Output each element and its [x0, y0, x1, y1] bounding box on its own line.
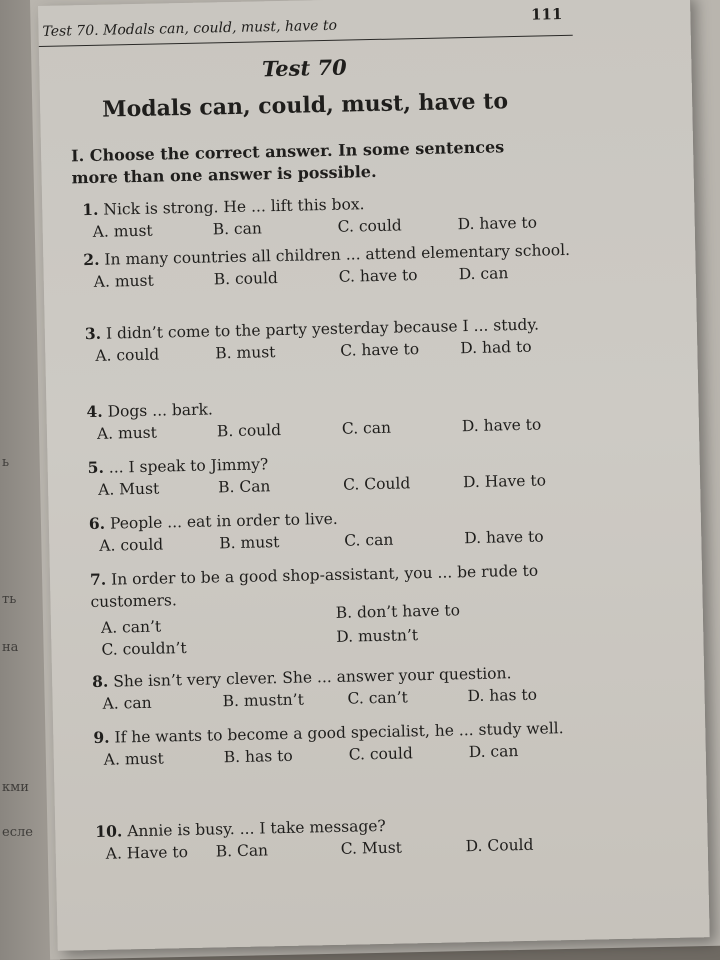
- option: A. could: [99, 535, 164, 555]
- option: A. can: [102, 693, 152, 713]
- question-number: 9.: [93, 727, 110, 747]
- question-item: [89, 503, 580, 557]
- option: B. must: [219, 533, 280, 553]
- question-item: [92, 661, 583, 715]
- option: B. Can: [217, 477, 271, 497]
- option: D. have to: [464, 527, 544, 548]
- option: D. have to: [457, 213, 538, 234]
- option: B. don’t have to: [335, 601, 461, 622]
- instruction: I. Choose the correct answer. In some sentences more than one answer is possible.: [70, 137, 505, 188]
- question-text: Nick is strong. He ... lift this box.: [103, 195, 365, 219]
- option: B. could: [213, 269, 279, 289]
- side-fragment: кми: [2, 780, 29, 795]
- option: D. Have to: [462, 471, 547, 492]
- question-number: 1.: [82, 199, 99, 220]
- side-fragment: ь: [2, 455, 10, 470]
- option: D. mustn’t: [336, 626, 419, 646]
- option: D. have to: [461, 415, 542, 436]
- option: C. could: [348, 744, 413, 764]
- option: D. can: [458, 264, 509, 284]
- option: C. have to: [338, 266, 418, 286]
- option: A. must: [92, 221, 153, 241]
- option: A. can’t: [100, 617, 162, 637]
- option: B. has to: [223, 746, 293, 767]
- option: C. Must: [340, 838, 403, 858]
- option: D. Could: [465, 835, 534, 856]
- question-text: I didn’t come to the party yesterday because I ... study.: [105, 315, 540, 343]
- side-fragment: ть: [2, 592, 17, 607]
- option: A. could: [95, 345, 160, 365]
- question-text: In order to be a good shop-assistant, you ... be rude to customers.: [90, 561, 539, 612]
- question-item: [87, 447, 578, 501]
- running-header: [38, 5, 572, 47]
- question-number: 2.: [83, 249, 100, 270]
- option: D. can: [468, 742, 519, 762]
- question-item: [86, 391, 577, 445]
- question-text: ... I speak to Jimmy?: [108, 455, 269, 477]
- option: B. could: [216, 421, 282, 441]
- question-text: Annie is busy. ... I take message?: [127, 816, 386, 841]
- option: D. has to: [467, 685, 538, 706]
- question-number: 4.: [86, 401, 103, 422]
- option: C. Could: [342, 474, 411, 494]
- option: B. must: [215, 343, 276, 363]
- question-item: [90, 559, 582, 657]
- question-text: Dogs ... bark.: [107, 400, 213, 421]
- question-text: If he wants to become a good specialist, he ... study well.: [114, 719, 564, 747]
- option: C. could: [337, 216, 402, 236]
- page-number: 111: [530, 5, 563, 24]
- option: B. Can: [215, 841, 269, 861]
- question-number: 5.: [87, 457, 105, 478]
- option: A. must: [93, 271, 154, 291]
- question-text: She isn’t very clever. She ... answer your question.: [113, 664, 512, 691]
- option: C. couldn’t: [101, 639, 187, 659]
- question-item: [83, 239, 574, 293]
- option: C. can’t: [347, 688, 408, 708]
- question-item: [95, 811, 586, 865]
- question-text: In many countries all children ... attend elementary school.: [104, 240, 571, 269]
- side-fragment: есле: [2, 825, 33, 840]
- question-number: 7.: [89, 569, 107, 590]
- header-text: Test 70. Modals can, could, must, have to: [42, 17, 338, 40]
- question-number: 6.: [88, 513, 106, 534]
- options-grid: [91, 603, 582, 657]
- side-fragment: на: [2, 640, 19, 655]
- question-text: People ... eat in order to live.: [109, 509, 338, 533]
- test-title: Test 70: [261, 54, 347, 82]
- question-number: 10.: [95, 821, 123, 841]
- question-number: 3.: [84, 323, 102, 344]
- option: C. have to: [340, 340, 420, 360]
- option: A. must: [103, 749, 164, 769]
- topic-title: Modals can, could, must, have to: [101, 88, 509, 123]
- option: B. mustn’t: [222, 690, 305, 711]
- question-item: [85, 313, 576, 367]
- question-item: [82, 189, 573, 243]
- option: A. Have to: [105, 843, 189, 863]
- option: B. can: [212, 219, 263, 239]
- option: C. can: [341, 418, 392, 438]
- option: A. Must: [97, 479, 160, 499]
- option: D. had to: [460, 337, 532, 358]
- option: C. can: [344, 530, 394, 550]
- option: A. must: [96, 423, 158, 443]
- question-item: [93, 717, 584, 771]
- book-page: [38, 0, 710, 951]
- question-number: 8.: [91, 671, 109, 692]
